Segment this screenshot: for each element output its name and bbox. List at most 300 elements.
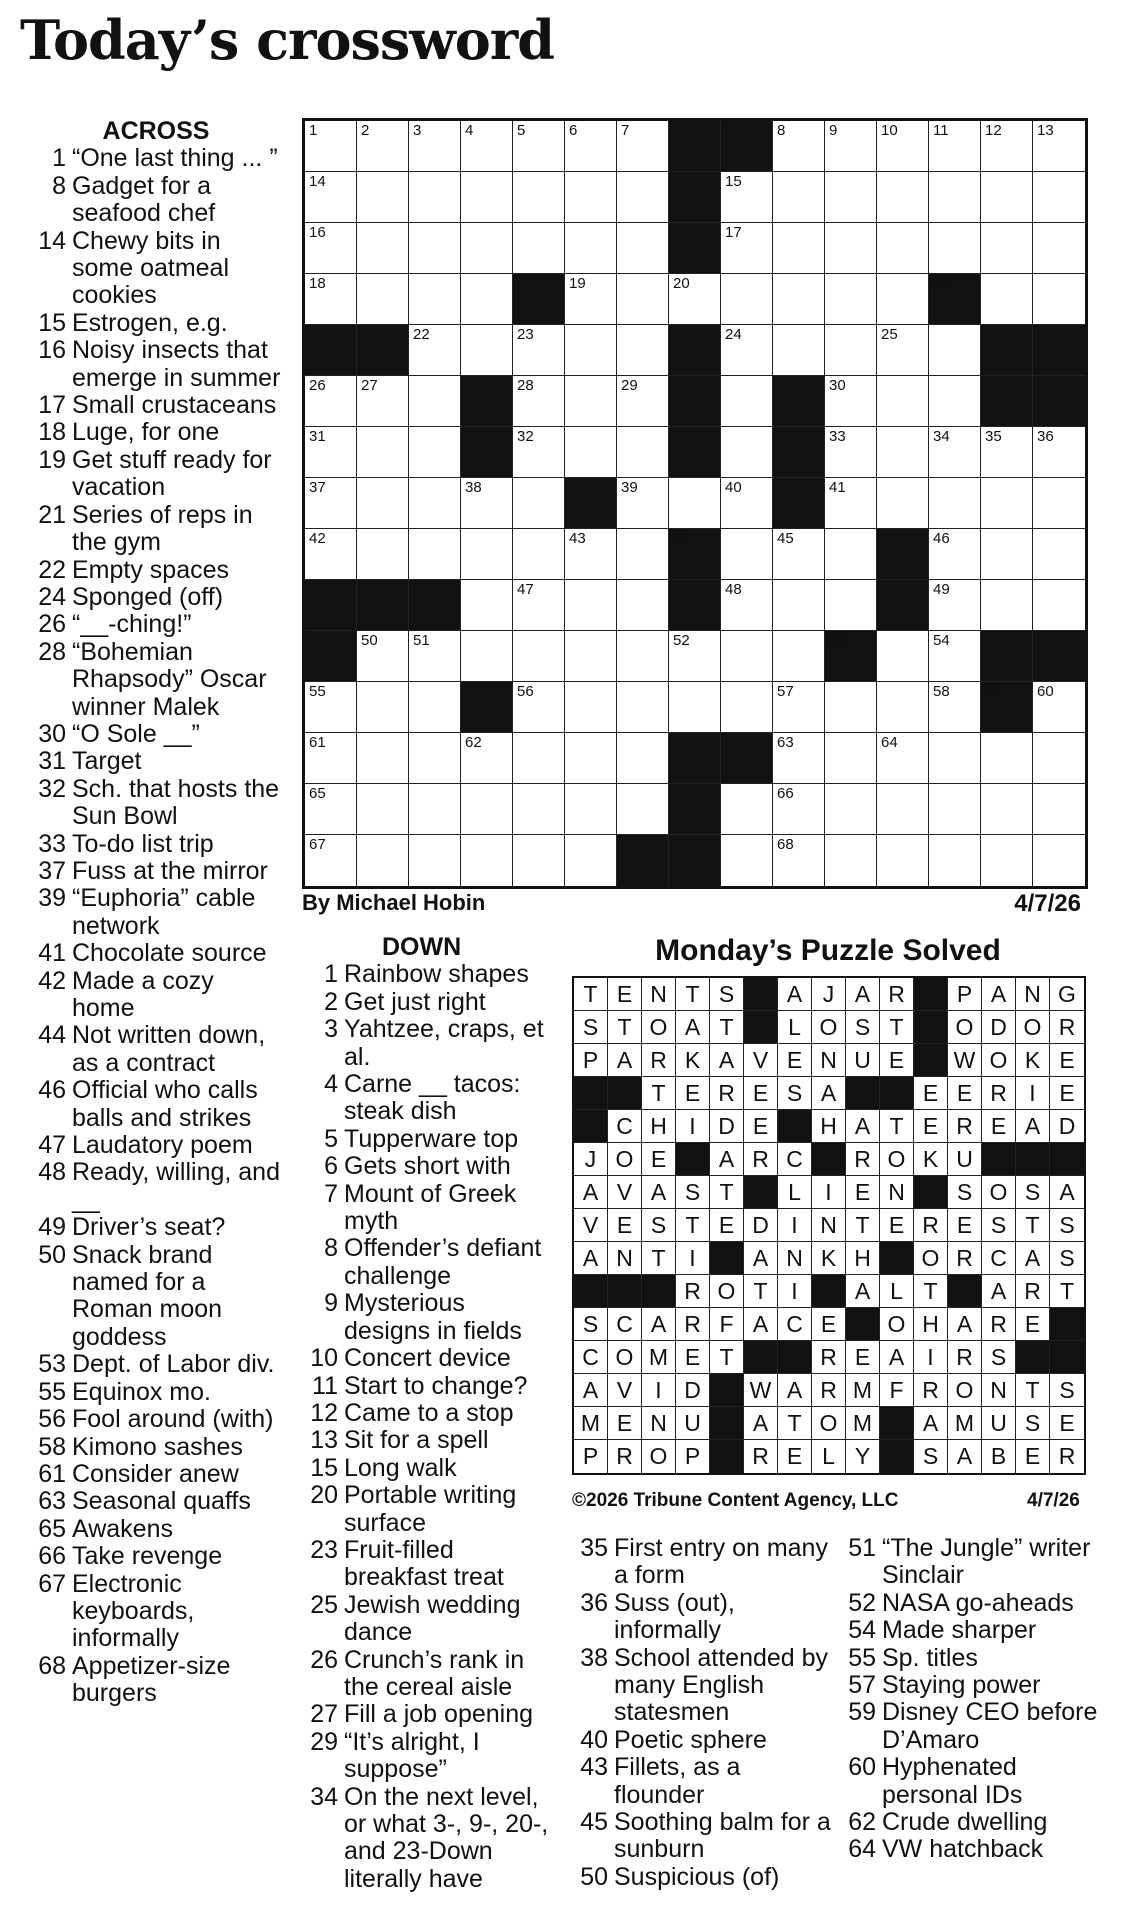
clue[interactable] [302, 1592, 557, 1647]
grid-cell[interactable] [617, 580, 669, 631]
grid-cell[interactable] [773, 784, 825, 835]
grid-cell[interactable] [929, 478, 981, 529]
grid-cell[interactable] [877, 325, 929, 376]
cell-number: 26 [309, 377, 326, 394]
grid-cell[interactable] [1033, 529, 1085, 580]
grid-cell[interactable] [721, 478, 773, 529]
grid-cell[interactable] [513, 784, 565, 835]
grid-cell[interactable] [825, 733, 877, 784]
clue[interactable] [302, 1181, 557, 1236]
grid-cell[interactable] [773, 529, 825, 580]
grid-cell[interactable] [721, 427, 773, 478]
grid-cell[interactable] [1033, 274, 1085, 325]
grid-cell[interactable] [1033, 121, 1085, 172]
grid-cell[interactable] [929, 631, 981, 682]
clue[interactable] [30, 776, 282, 831]
grid-cell[interactable] [357, 835, 409, 886]
clue[interactable] [30, 1653, 282, 1708]
clue[interactable] [30, 1214, 282, 1241]
grid-cell[interactable] [409, 223, 461, 274]
grid-cell[interactable] [565, 529, 617, 580]
grid-cell[interactable] [877, 478, 929, 529]
grid-cell[interactable] [305, 682, 357, 733]
grid-cell[interactable] [981, 733, 1033, 784]
grid-cell[interactable] [305, 427, 357, 478]
clue[interactable] [30, 1159, 282, 1214]
grid-cell[interactable] [305, 478, 357, 529]
grid-cell[interactable] [357, 631, 409, 682]
clue[interactable] [30, 1022, 282, 1077]
cell-number: 12 [985, 122, 1002, 139]
solution-cell: F [880, 1374, 914, 1407]
solution-cell: A [676, 1011, 710, 1044]
grid-cell[interactable] [565, 121, 617, 172]
grid-cell[interactable] [513, 631, 565, 682]
grid-cell[interactable] [929, 682, 981, 733]
grid-cell[interactable] [409, 121, 461, 172]
grid-cell[interactable] [877, 172, 929, 223]
grid-cell[interactable] [305, 733, 357, 784]
grid-cell[interactable] [877, 733, 929, 784]
grid-cell[interactable] [565, 631, 617, 682]
grid-cell[interactable] [409, 376, 461, 427]
grid-cell[interactable] [825, 223, 877, 274]
solution-cell: O [948, 1011, 982, 1044]
clue[interactable] [302, 1071, 557, 1126]
grid-cell[interactable] [513, 529, 565, 580]
grid-cell[interactable] [721, 172, 773, 223]
solution-black-square [744, 1011, 778, 1044]
grid-cell[interactable] [357, 733, 409, 784]
grid-cell[interactable] [513, 733, 565, 784]
grid-cell[interactable] [409, 529, 461, 580]
clue[interactable] [30, 557, 282, 584]
clue[interactable] [572, 1864, 834, 1891]
grid-cell[interactable] [825, 478, 877, 529]
grid-cell[interactable] [929, 121, 981, 172]
grid-cell[interactable] [565, 784, 617, 835]
clue-text: “One last thing ... ” [72, 144, 278, 173]
clue[interactable] [302, 1290, 557, 1345]
grid-cell[interactable] [617, 274, 669, 325]
grid-cell[interactable] [357, 529, 409, 580]
grid-cell[interactable] [773, 733, 825, 784]
clue[interactable] [30, 337, 282, 392]
grid-cell[interactable] [617, 529, 669, 580]
grid-cell[interactable] [981, 784, 1033, 835]
clue[interactable] [30, 1571, 282, 1653]
clue[interactable] [30, 639, 282, 721]
grid-cell[interactable] [877, 631, 929, 682]
grid-cell[interactable] [357, 784, 409, 835]
grid-cell[interactable] [877, 376, 929, 427]
clue[interactable] [302, 1235, 557, 1290]
grid-cell[interactable] [357, 427, 409, 478]
grid-cell[interactable] [929, 427, 981, 478]
grid-cell[interactable] [669, 274, 721, 325]
clue[interactable] [302, 1345, 557, 1372]
clue[interactable] [30, 419, 282, 446]
solution-cell: R [880, 978, 914, 1011]
grid-cell[interactable] [513, 121, 565, 172]
grid-cell[interactable] [929, 529, 981, 580]
clue[interactable] [30, 1461, 282, 1488]
clue[interactable] [30, 1132, 282, 1159]
grid-cell[interactable] [929, 223, 981, 274]
grid-cell[interactable] [305, 274, 357, 325]
grid-cell[interactable] [409, 172, 461, 223]
grid-cell[interactable] [825, 121, 877, 172]
grid-cell[interactable] [1033, 580, 1085, 631]
grid-cell[interactable] [825, 274, 877, 325]
clue[interactable] [840, 1809, 1102, 1836]
grid-cell[interactable] [461, 733, 513, 784]
clue[interactable] [30, 1351, 282, 1378]
clue-text: Electronic keyboards, informally [72, 1569, 195, 1653]
clue[interactable] [30, 1379, 282, 1406]
grid-cell[interactable] [357, 121, 409, 172]
grid-cell[interactable] [565, 376, 617, 427]
clue-text: Sch. that hosts the Sun Bowl [72, 774, 280, 831]
grid-cell[interactable] [617, 682, 669, 733]
grid-cell[interactable] [669, 631, 721, 682]
clue[interactable] [572, 1809, 834, 1864]
grid-cell[interactable] [929, 733, 981, 784]
clue[interactable] [30, 310, 282, 337]
grid-cell[interactable] [773, 223, 825, 274]
grid-cell[interactable] [721, 274, 773, 325]
grid-cell[interactable] [513, 580, 565, 631]
clue[interactable] [302, 1729, 557, 1784]
clue[interactable] [30, 145, 282, 172]
clue-text: Noisy insects that emerge in summer [72, 336, 281, 392]
grid-cell[interactable] [825, 580, 877, 631]
grid-cell[interactable] [617, 427, 669, 478]
solution-black-square [914, 978, 948, 1011]
clue[interactable] [30, 831, 282, 858]
clue[interactable] [572, 1590, 834, 1645]
grid-cell[interactable] [1033, 427, 1085, 478]
grid-cell[interactable] [877, 682, 929, 733]
cell-number: 22 [413, 326, 430, 343]
grid-cell[interactable] [305, 784, 357, 835]
grid-cell[interactable] [669, 478, 721, 529]
grid-cell[interactable] [305, 172, 357, 223]
grid-cell[interactable] [1033, 172, 1085, 223]
grid-cell[interactable] [305, 835, 357, 886]
grid-cell[interactable] [981, 427, 1033, 478]
clue[interactable] [30, 447, 282, 502]
grid-cell[interactable] [617, 631, 669, 682]
clue[interactable] [30, 611, 282, 638]
grid-cell[interactable] [565, 274, 617, 325]
grid-cell[interactable] [565, 223, 617, 274]
cell-number: 63 [777, 734, 794, 751]
clue[interactable] [302, 1455, 557, 1482]
grid-cell[interactable] [461, 835, 513, 886]
grid-cell[interactable] [409, 682, 461, 733]
grid-cell[interactable] [461, 223, 513, 274]
clue[interactable] [30, 228, 282, 310]
grid-cell[interactable] [513, 172, 565, 223]
grid-cell[interactable] [305, 121, 357, 172]
grid-cell[interactable] [461, 529, 513, 580]
clue[interactable] [302, 1482, 557, 1537]
grid-cell[interactable] [565, 835, 617, 886]
clue[interactable] [302, 1016, 557, 1071]
grid-cell[interactable] [357, 223, 409, 274]
clue[interactable] [30, 173, 282, 228]
grid-cell[interactable] [1033, 784, 1085, 835]
grid-cell[interactable] [825, 784, 877, 835]
solution-cell: P [676, 1440, 710, 1473]
grid-cell[interactable] [1033, 223, 1085, 274]
grid-cell[interactable] [721, 631, 773, 682]
clue-number: 58 [38, 1432, 66, 1461]
cell-number: 20 [673, 275, 690, 292]
clue-number: 16 [38, 336, 66, 365]
grid-cell[interactable] [773, 325, 825, 376]
cell-number: 27 [361, 377, 378, 394]
grid-cell[interactable] [357, 478, 409, 529]
grid-cell[interactable] [981, 580, 1033, 631]
grid-cell[interactable] [773, 580, 825, 631]
clue[interactable] [302, 1400, 557, 1427]
grid-cell[interactable] [461, 580, 513, 631]
grid-cell[interactable] [981, 835, 1033, 886]
solution-cell: T [1050, 1275, 1084, 1308]
grid-cell[interactable] [929, 580, 981, 631]
grid-cell[interactable] [877, 121, 929, 172]
grid-cell[interactable] [617, 733, 669, 784]
clue[interactable] [572, 1535, 834, 1590]
grid-cell[interactable] [721, 784, 773, 835]
clue[interactable] [302, 961, 557, 988]
grid-cell[interactable] [513, 682, 565, 733]
grid-cell[interactable] [565, 172, 617, 223]
clue[interactable] [30, 1406, 282, 1433]
grid-cell[interactable] [877, 835, 929, 886]
clue[interactable] [30, 721, 282, 748]
clue[interactable] [302, 1153, 557, 1180]
grid-cell[interactable] [877, 274, 929, 325]
grid-cell[interactable] [513, 223, 565, 274]
grid-cell[interactable] [877, 223, 929, 274]
clue[interactable] [840, 1699, 1102, 1754]
clue[interactable] [30, 392, 282, 419]
clue[interactable] [30, 1434, 282, 1461]
clue[interactable] [302, 1784, 557, 1894]
solution-black-square [574, 1077, 608, 1110]
clue[interactable] [572, 1727, 834, 1754]
grid-cell[interactable] [981, 172, 1033, 223]
solution-cell: O [642, 1440, 676, 1473]
grid-cell[interactable] [565, 427, 617, 478]
clue[interactable] [840, 1617, 1102, 1644]
clue[interactable] [840, 1672, 1102, 1699]
grid-cell[interactable] [617, 478, 669, 529]
grid-cell[interactable] [513, 478, 565, 529]
grid-cell[interactable] [1033, 835, 1085, 886]
grid-cell[interactable] [1033, 682, 1085, 733]
grid-cell[interactable] [773, 631, 825, 682]
grid-cell[interactable] [773, 682, 825, 733]
grid-cell[interactable] [877, 784, 929, 835]
solution-cell: R [710, 1077, 744, 1110]
grid-cell[interactable] [617, 172, 669, 223]
grid-cell[interactable] [409, 478, 461, 529]
grid-cell[interactable] [929, 784, 981, 835]
grid-cell[interactable] [721, 529, 773, 580]
clue-number: 2 [324, 987, 338, 1016]
clue[interactable] [302, 1427, 557, 1454]
grid-cell[interactable] [877, 427, 929, 478]
solution-black-square [744, 1176, 778, 1209]
clue[interactable] [572, 1754, 834, 1809]
solution-cell: S [1050, 1242, 1084, 1275]
grid-cell[interactable] [461, 478, 513, 529]
clue[interactable] [840, 1590, 1102, 1617]
clue[interactable] [302, 1373, 557, 1400]
grid-cell[interactable] [929, 325, 981, 376]
clue[interactable] [30, 1543, 282, 1570]
cell-number: 61 [309, 734, 326, 751]
black-square [981, 376, 1033, 427]
grid-cell[interactable] [409, 427, 461, 478]
grid-cell[interactable] [721, 580, 773, 631]
grid-cell[interactable] [825, 835, 877, 886]
cell-number: 36 [1037, 428, 1054, 445]
grid-cell[interactable] [825, 325, 877, 376]
grid-cell[interactable] [825, 529, 877, 580]
clue[interactable] [840, 1645, 1102, 1672]
grid-cell[interactable] [617, 325, 669, 376]
clue[interactable] [840, 1754, 1102, 1809]
clue[interactable] [302, 1126, 557, 1153]
solution-cell: E [778, 1440, 812, 1473]
cell-number: 9 [829, 122, 838, 139]
clue[interactable] [840, 1836, 1102, 1863]
grid-cell[interactable] [825, 172, 877, 223]
clue[interactable] [30, 940, 282, 967]
grid-cell[interactable] [617, 376, 669, 427]
black-square [1033, 376, 1085, 427]
grid-cell[interactable] [1033, 733, 1085, 784]
clue[interactable] [30, 748, 282, 775]
grid-cell[interactable] [825, 682, 877, 733]
clue[interactable] [302, 1701, 557, 1728]
grid-cell[interactable] [565, 682, 617, 733]
clue[interactable] [30, 1242, 282, 1352]
grid-cell[interactable] [565, 733, 617, 784]
grid-cell[interactable] [461, 172, 513, 223]
grid-cell[interactable] [617, 121, 669, 172]
solution-cell: D [744, 1209, 778, 1242]
grid-cell[interactable] [721, 223, 773, 274]
grid-cell[interactable] [305, 376, 357, 427]
crossword-grid[interactable] [302, 118, 1088, 889]
clue[interactable] [572, 1645, 834, 1727]
grid-cell[interactable] [721, 682, 773, 733]
grid-cell[interactable] [357, 274, 409, 325]
grid-cell[interactable] [773, 121, 825, 172]
clue[interactable] [30, 502, 282, 557]
grid-cell[interactable] [825, 376, 877, 427]
grid-cell[interactable] [305, 223, 357, 274]
grid-cell[interactable] [513, 427, 565, 478]
grid-cell[interactable] [461, 631, 513, 682]
grid-cell[interactable] [409, 733, 461, 784]
grid-cell[interactable] [929, 835, 981, 886]
clue[interactable] [30, 885, 282, 940]
clue-text: “The Jungle” writer Sinclair [882, 1534, 1091, 1590]
grid-cell[interactable] [461, 325, 513, 376]
grid-cell[interactable] [669, 682, 721, 733]
clue[interactable] [30, 1516, 282, 1543]
clue[interactable] [30, 968, 282, 1023]
clue[interactable] [30, 858, 282, 885]
grid-cell[interactable] [617, 784, 669, 835]
grid-cell[interactable] [773, 835, 825, 886]
grid-cell[interactable] [409, 631, 461, 682]
clue[interactable] [302, 1647, 557, 1702]
grid-cell[interactable] [461, 121, 513, 172]
grid-cell[interactable] [409, 325, 461, 376]
grid-cell[interactable] [409, 835, 461, 886]
grid-cell[interactable] [409, 274, 461, 325]
grid-cell[interactable] [513, 835, 565, 886]
clue[interactable] [30, 1077, 282, 1132]
grid-cell[interactable] [565, 325, 617, 376]
grid-cell[interactable] [409, 784, 461, 835]
solution-cell: T [642, 1077, 676, 1110]
grid-cell[interactable] [513, 376, 565, 427]
clue[interactable] [302, 989, 557, 1016]
grid-cell[interactable] [565, 580, 617, 631]
clue[interactable] [30, 584, 282, 611]
grid-cell[interactable] [929, 376, 981, 427]
grid-cell[interactable] [305, 529, 357, 580]
grid-cell[interactable] [721, 325, 773, 376]
clue-text: Official who calls balls and strikes [72, 1076, 258, 1132]
grid-cell[interactable] [981, 274, 1033, 325]
clue[interactable] [30, 1488, 282, 1515]
grid-cell[interactable] [773, 172, 825, 223]
solution-black-square [880, 1440, 914, 1473]
grid-cell[interactable] [513, 325, 565, 376]
grid-cell[interactable] [721, 376, 773, 427]
grid-cell[interactable] [721, 835, 773, 886]
grid-cell[interactable] [981, 529, 1033, 580]
grid-cell[interactable] [981, 478, 1033, 529]
grid-cell[interactable] [617, 223, 669, 274]
grid-cell[interactable] [929, 172, 981, 223]
grid-cell[interactable] [981, 223, 1033, 274]
grid-cell[interactable] [461, 784, 513, 835]
clue[interactable] [840, 1535, 1102, 1590]
grid-cell[interactable] [981, 121, 1033, 172]
clue[interactable] [302, 1537, 557, 1592]
grid-cell[interactable] [357, 682, 409, 733]
grid-cell[interactable] [773, 274, 825, 325]
grid-cell[interactable] [357, 376, 409, 427]
grid-cell[interactable] [825, 427, 877, 478]
clue-text: Dept. of Labor div. [72, 1350, 275, 1379]
grid-cell[interactable] [1033, 478, 1085, 529]
grid-cell[interactable] [357, 172, 409, 223]
grid-cell[interactable] [461, 274, 513, 325]
solution-cell: A [574, 1374, 608, 1407]
